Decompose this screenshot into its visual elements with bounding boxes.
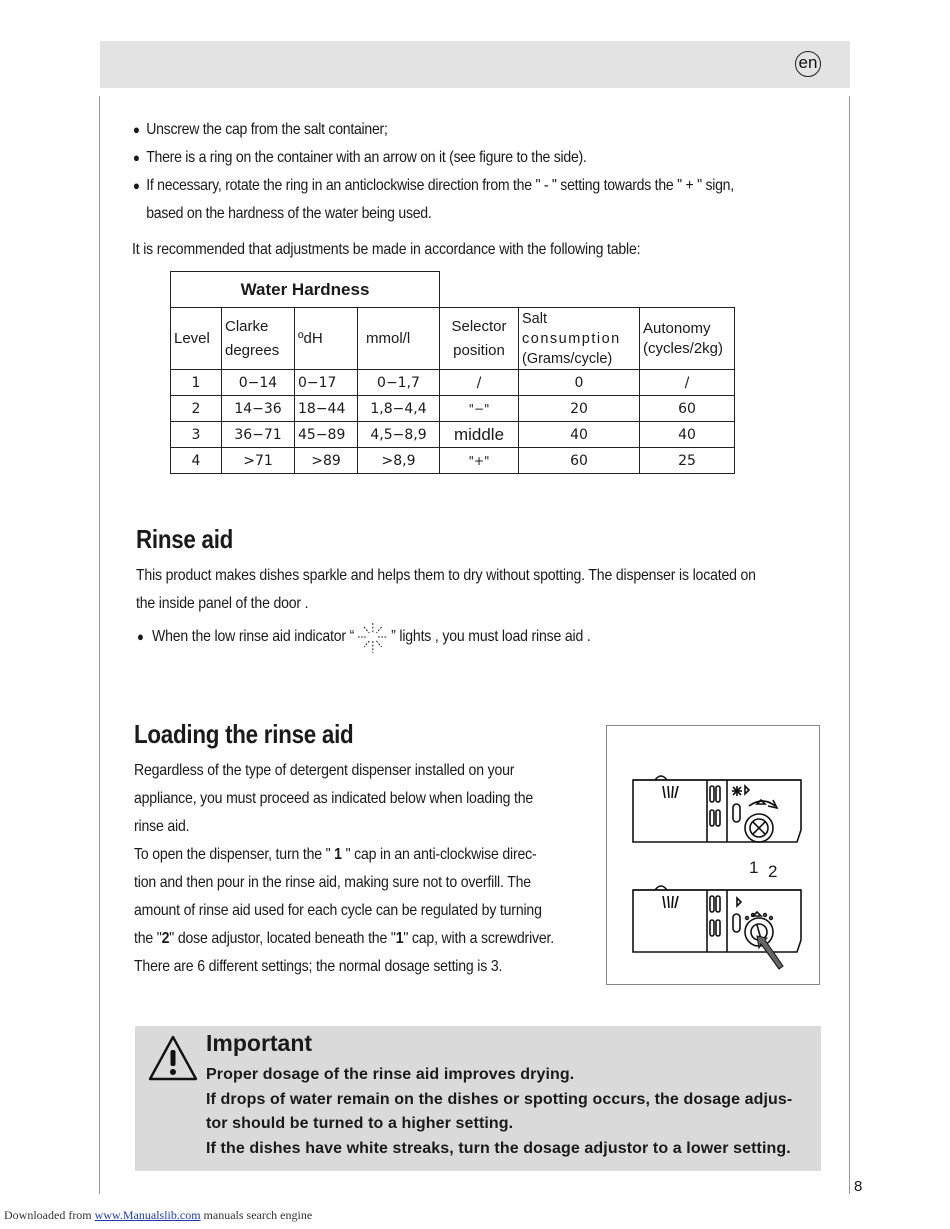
- right-margin-rule: [849, 96, 850, 1194]
- header-selector-line1: Selector: [451, 317, 507, 335]
- table-row: [171, 396, 735, 422]
- loading-line6: amount of rinse aid used for each cycle can be regulated by turning: [134, 902, 542, 919]
- loading-open-post: " cap in an anti-clockwise direc-: [341, 846, 537, 863]
- cell-mmol: 0−1,7: [358, 370, 440, 396]
- header-salt-line3: (Grams/cycle): [522, 350, 613, 367]
- rinse-aid-para-line2: the inside panel of the door .: [136, 595, 309, 612]
- important-title: Important: [206, 1030, 313, 1056]
- bullet-dot: ●: [133, 122, 140, 137]
- rinse-aid-bullet-pre: When the low rinse aid indicator “: [151, 628, 355, 645]
- bullet-unscrew-cap: [133, 116, 749, 144]
- left-margin-rule: [99, 96, 100, 1194]
- cell-salt: 0: [519, 370, 640, 396]
- language-badge: en: [795, 51, 821, 77]
- bullet-text: If necessary, rotate the ring in an anticlockwise direction from the " - " setting towards the " + " sign,: [146, 177, 734, 194]
- cell-level: 2: [171, 396, 222, 422]
- rinse-aid-bullet: [137, 623, 591, 651]
- header-salt-line1: Salt: [522, 310, 547, 327]
- bullet-ring-arrow: [133, 144, 749, 172]
- rinse-aid-heading: Rinse aid: [136, 524, 234, 554]
- header-autonomy-line2: (cycles/2kg): [643, 339, 724, 357]
- loading-line7-e: " cap, with a screwdriver.: [403, 930, 555, 947]
- loading-line8: There are 6 different settings; the normal dosage setting is 3.: [134, 958, 503, 975]
- download-footer: [4, 1208, 312, 1223]
- sparkle-indicator-svg: [354, 619, 391, 659]
- cell-clarke: 36−71: [222, 422, 295, 448]
- loading-rinse-aid-heading: Loading the rinse aid: [134, 719, 354, 749]
- dispenser-illustration: [607, 726, 819, 984]
- cell-selector: "+": [440, 448, 519, 474]
- footer-prefix: Downloaded from: [4, 1208, 95, 1222]
- loading-line7: [134, 925, 554, 953]
- important-line2: If drops of water remain on the dishes or spotting occurs, the dosage adjus-: [206, 1091, 793, 1108]
- cell-clarke: 14−36: [222, 396, 295, 422]
- header-mmol-text: mmol/l: [366, 330, 411, 347]
- header-selector-line2: position: [453, 341, 505, 359]
- cell-mmol: 4,5−8,9: [358, 422, 440, 448]
- recommend-text: It is recommended that adjustments be made in accordance with the following table:: [132, 241, 641, 258]
- water-hardness-table: [170, 271, 735, 474]
- table-row: [171, 422, 735, 448]
- header-clarke-line2: degrees: [225, 341, 280, 359]
- header-band: [100, 41, 850, 88]
- rinse-aid-bullet-post: ” lights , you must load rinse aid .: [391, 628, 591, 645]
- bullet-dot: ●: [137, 629, 144, 644]
- water-hardness-header: Water Hardness: [171, 272, 440, 308]
- header-salt-line2: consumption: [522, 330, 621, 347]
- header-dh-text: ºdH: [298, 330, 323, 347]
- cell-dh: 0−17: [295, 370, 358, 396]
- header-salt: [519, 308, 640, 370]
- loading-line4: [134, 841, 537, 869]
- header-autonomy: [640, 308, 735, 370]
- cell-dh: 18−44: [295, 396, 358, 422]
- loading-line7-a: the ": [134, 930, 162, 947]
- loading-line2: appliance, you must proceed as indicated below when loading the: [134, 790, 534, 807]
- cell-level: 3: [171, 422, 222, 448]
- figure-label-cap: 1: [749, 858, 759, 877]
- loading-line7-dose-number: 2: [161, 930, 170, 947]
- warning-triangle-svg: [147, 1034, 199, 1082]
- header-selector: [440, 308, 519, 370]
- important-line1: Proper dosage of the rinse aid improves drying.: [206, 1066, 575, 1083]
- cell-dh: 45−89: [295, 422, 358, 448]
- loading-line5: tion and then pour in the rinse aid, making sure not to overfill. The: [134, 874, 531, 891]
- table-row: [171, 370, 735, 396]
- dispenser-figure: [606, 725, 820, 985]
- cell-autonomy: /: [640, 370, 735, 396]
- header-mmol: [358, 308, 440, 370]
- loading-open-pre: To open the dispenser, turn the ": [134, 846, 335, 863]
- cell-dh: >89: [295, 448, 358, 474]
- important-line3: tor should be turned to a higher setting.: [206, 1115, 514, 1132]
- cell-selector: "−": [440, 396, 519, 422]
- loading-open-cap-number: 1: [334, 846, 342, 863]
- cell-mmol: >8,9: [358, 448, 440, 474]
- cell-selector: /: [440, 370, 519, 396]
- loading-line1: Regardless of the type of detergent dispenser installed on your: [134, 762, 515, 779]
- cell-level: 4: [171, 448, 222, 474]
- cell-autonomy: 40: [640, 422, 735, 448]
- header-level: [171, 308, 222, 370]
- figure-label-dose: 2: [768, 862, 778, 881]
- header-level-text: Level: [174, 330, 210, 347]
- bullet-dot: ●: [133, 150, 140, 165]
- cell-selector: middle: [440, 422, 519, 448]
- page-number: 8: [854, 1178, 863, 1195]
- cell-salt: 40: [519, 422, 640, 448]
- header-autonomy-line1: Autonomy: [643, 319, 711, 337]
- warning-icon: [147, 1034, 199, 1082]
- loading-line7-c: " dose adjustor, located beneath the ": [169, 930, 396, 947]
- rinse-aid-para-line1: This product makes dishes sparkle and helps them to dry without spotting. The dispenser is located on: [136, 567, 756, 584]
- bullet-continuation: based on the hardness of the water being used.: [146, 205, 432, 222]
- cell-clarke: 0−14: [222, 370, 295, 396]
- footer-suffix: manuals search engine: [200, 1208, 313, 1222]
- cell-salt: 60: [519, 448, 640, 474]
- cell-level: 1: [171, 370, 222, 396]
- header-dh: [295, 308, 358, 370]
- cell-mmol: 1,8−4,4: [358, 396, 440, 422]
- cell-autonomy: 60: [640, 396, 735, 422]
- manualslib-link[interactable]: www.Manualslib.com: [94, 1208, 201, 1222]
- bullet-text: Unscrew the cap from the salt container;: [146, 121, 388, 138]
- header-clarke: [222, 308, 295, 370]
- bullet-dot: ●: [133, 178, 140, 193]
- bullet-text: There is a ring on the container with an arrow on it (see figure to the side).: [146, 149, 587, 166]
- rinse-aid-indicator-icon: [354, 623, 391, 651]
- cell-autonomy: 25: [640, 448, 735, 474]
- loading-line7-cap-number: 1: [395, 930, 404, 947]
- table-row: [171, 448, 735, 474]
- cell-salt: 20: [519, 396, 640, 422]
- bullet-rotate-ring: [133, 172, 749, 228]
- cell-clarke: >71: [222, 448, 295, 474]
- loading-line3: rinse aid.: [134, 818, 190, 835]
- table-header-spacer: [440, 272, 735, 308]
- important-line4: If the dishes have white streaks, turn the dosage adjustor to a lower setting.: [206, 1140, 791, 1157]
- header-clarke-line1: Clarke: [225, 317, 269, 335]
